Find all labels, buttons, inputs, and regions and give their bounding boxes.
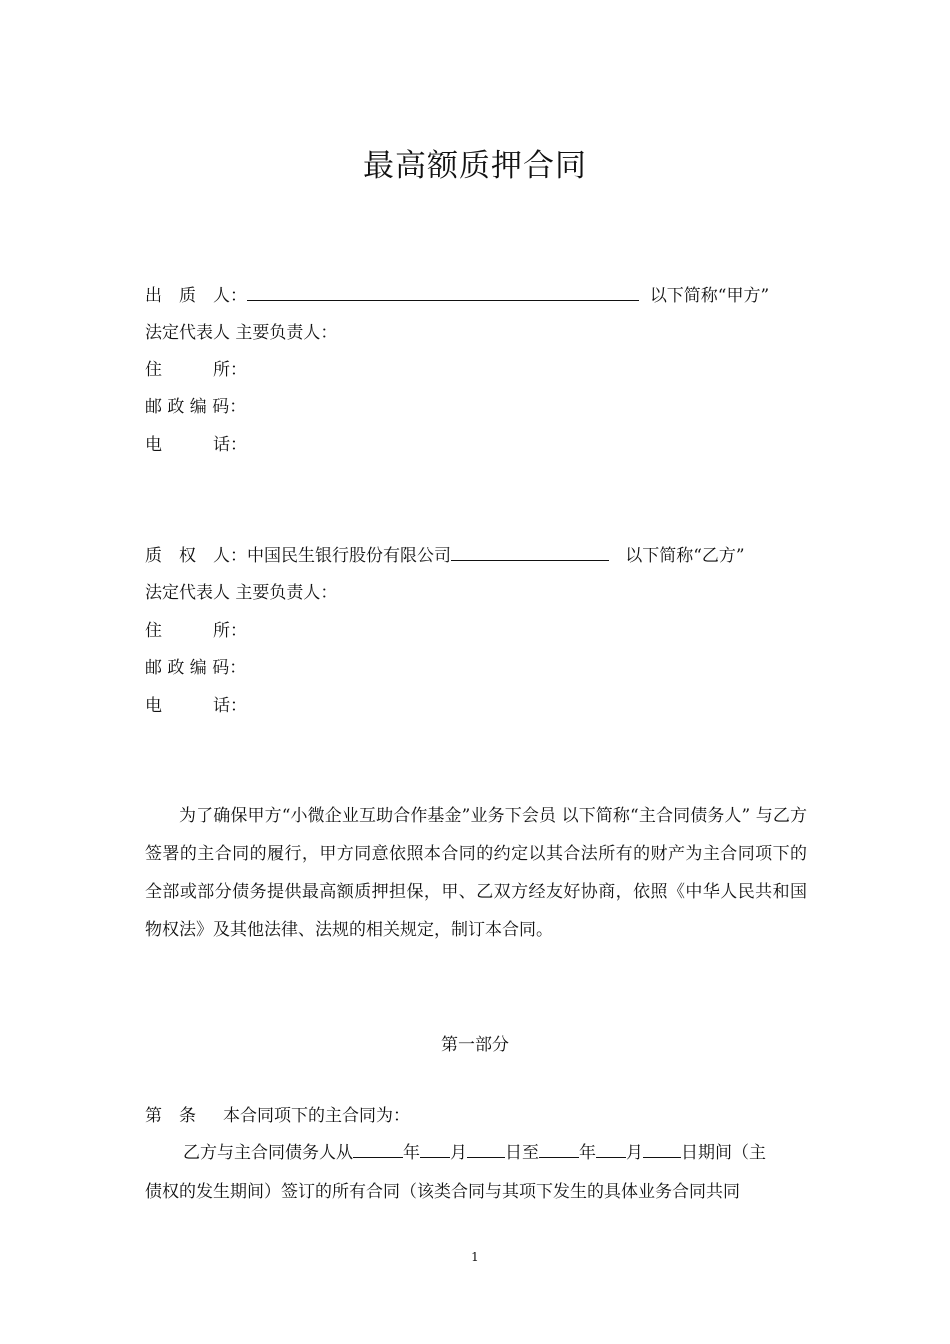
pledgor-name-row	[145, 285, 769, 307]
part-heading: 第一部分	[441, 1035, 509, 1055]
pledgee-phone-label: 电 话：	[145, 696, 247, 716]
pledgor-postcode-label: 邮 政 编 码：	[145, 397, 247, 417]
pledgee-name-blank	[451, 546, 609, 561]
blank-month-1	[420, 1143, 450, 1158]
blank-month-2	[596, 1143, 626, 1158]
page-title: 最高额质押合同	[363, 148, 587, 184]
pledgee-postcode-label: 邮 政 编 码：	[145, 658, 247, 678]
blank-year-2	[539, 1143, 579, 1158]
label-day-1: 日至	[505, 1143, 539, 1163]
pledgor-rep-label: 法定代表人 主要负责人：	[145, 323, 338, 343]
pledgor-alias: 以下简称“甲方”	[649, 286, 770, 306]
pledgor-name-blank	[247, 286, 639, 301]
label-day-2: 日期间（主	[681, 1143, 766, 1163]
pledgee-alias: 以下简称“乙方”	[625, 546, 745, 566]
pledgee-name-row	[145, 545, 745, 567]
pledgee-rep-label: 法定代表人 主要负责人：	[145, 583, 338, 603]
label-year-1: 年	[403, 1143, 420, 1163]
pledgee-address-label: 住 所：	[145, 621, 247, 641]
blank-day-1	[467, 1143, 505, 1158]
label-year-2: 年	[579, 1143, 596, 1163]
period-start-text: 乙方与主合同债务人从	[183, 1143, 353, 1163]
article1-period-row	[183, 1142, 766, 1164]
pledgor-address-label: 住 所：	[145, 360, 247, 380]
page-number: 1	[471, 1250, 479, 1264]
blank-year-1	[353, 1143, 403, 1158]
article1-heading-row	[145, 1105, 410, 1127]
article1-text: 本合同项下的主合同为：	[223, 1106, 411, 1126]
pledgor-name-label: 出 质 人：	[145, 286, 247, 306]
article1-label: 第 条	[145, 1106, 196, 1126]
preamble-paragraph: 为了确保甲方“小微企业互助合作基金”业务下会员 以下简称“主合同债务人” 与乙方签署的主合同的履行，甲方同意依照本合同的约定以其合法所有的财产为主合同项下的全部或部分债务提供最高额质押担保，甲、乙双方经友好协商，依照《中华人民共和国物权法》及其他法律、法规的相关规定，制订本合同。	[145, 806, 807, 940]
label-month-2: 月	[626, 1143, 643, 1163]
pledgee-name-value: 中国民生银行股份有限公司	[247, 546, 451, 566]
label-month-1: 月	[450, 1143, 467, 1163]
pledgee-name-label: 质 权 人：	[145, 546, 247, 566]
pledgor-phone-label: 电 话：	[145, 435, 247, 455]
blank-day-2	[643, 1143, 681, 1158]
article1-line2: 债权的发生期间）签订的所有合同（该类合同与其项下发生的具体业务合同共同	[145, 1182, 740, 1202]
